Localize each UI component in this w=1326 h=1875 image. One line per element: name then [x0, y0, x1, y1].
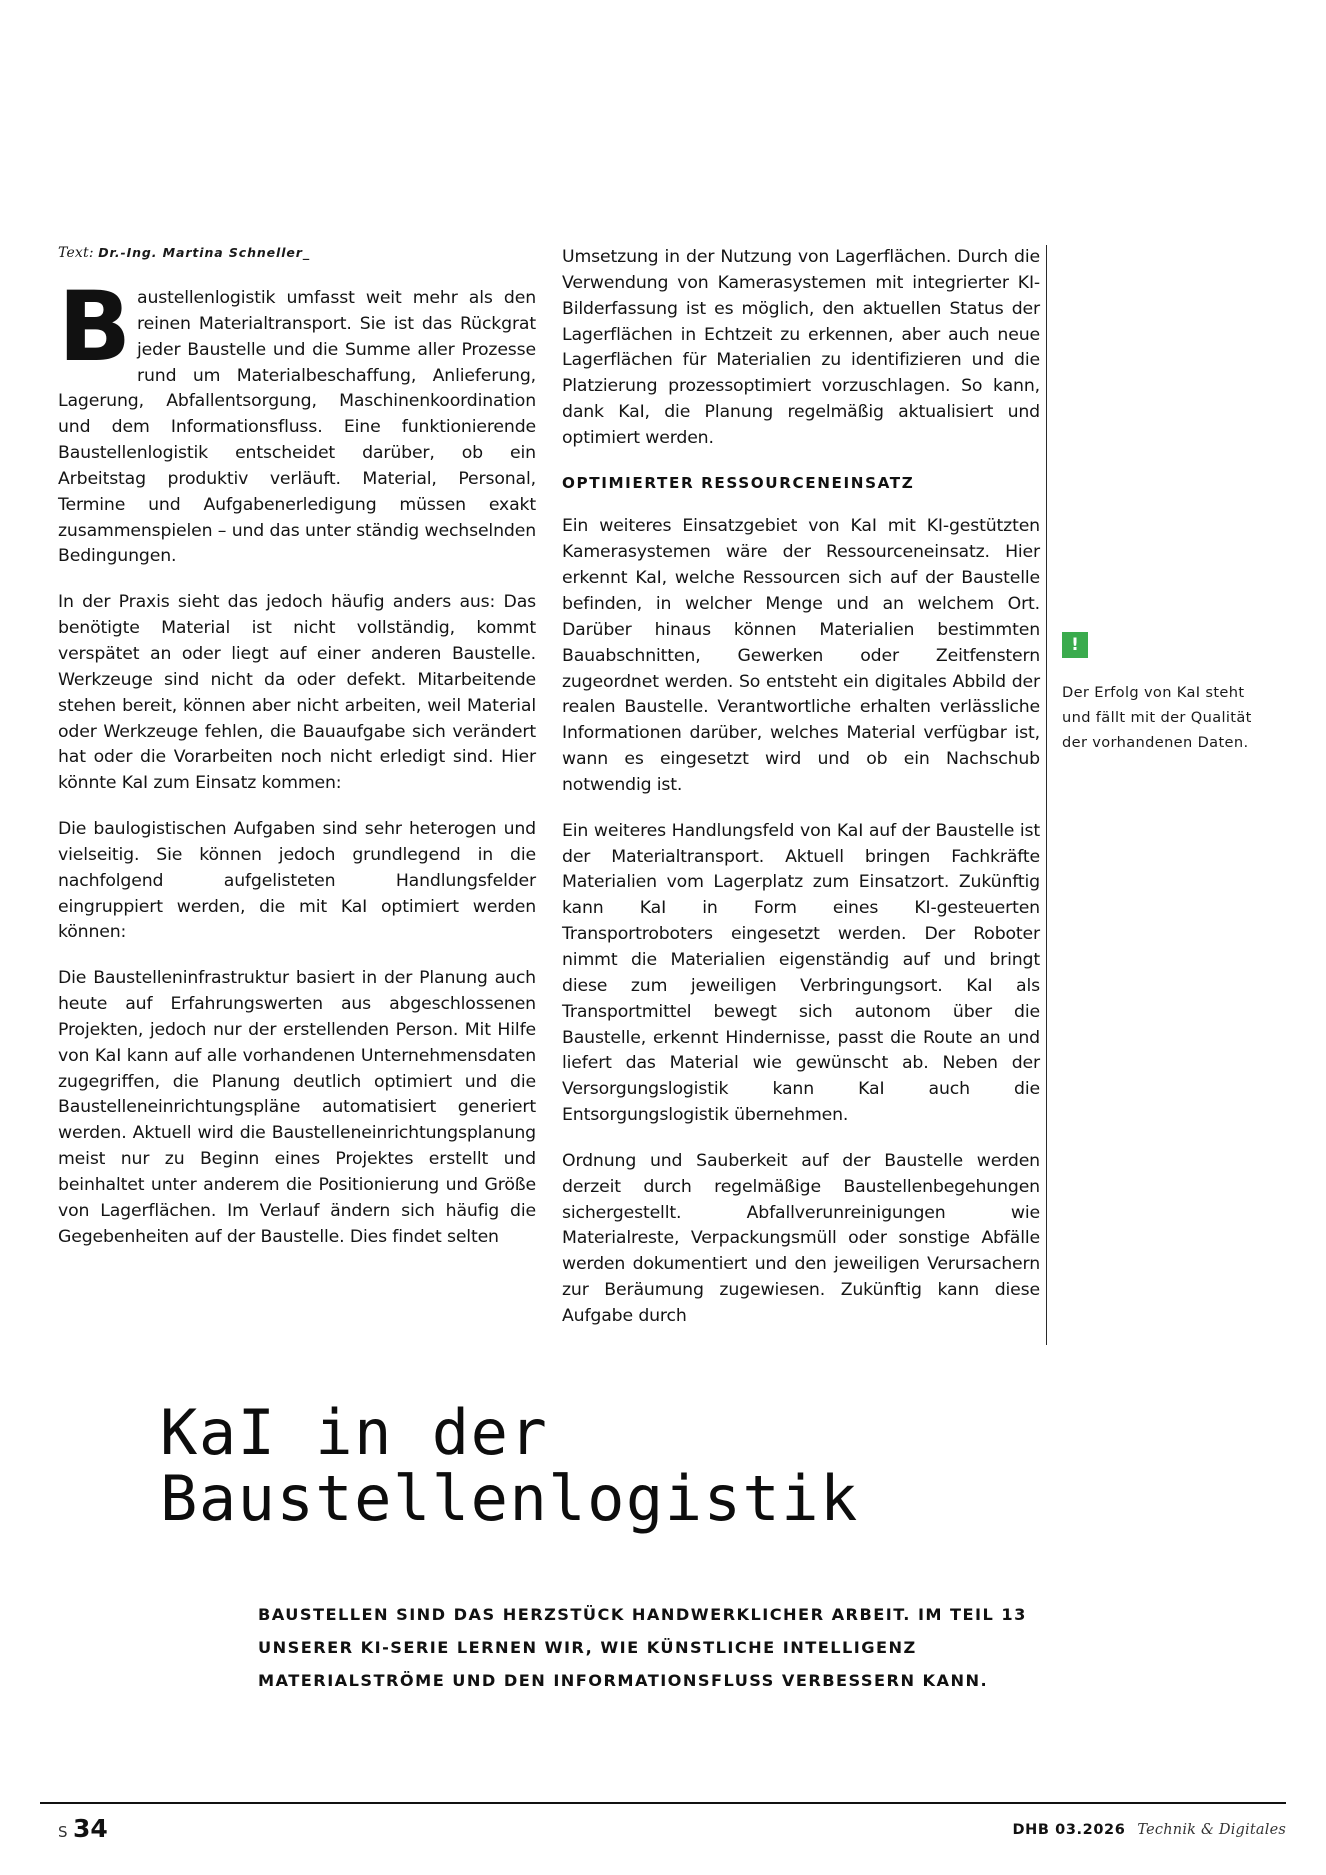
- paragraph-intro: [58, 271, 536, 570]
- rubric-label: Technik & Digitales: [1137, 1822, 1286, 1838]
- standfirst: BAUSTELLEN SIND DAS HERZSTÜCK HANDWERKLICHER ARBEIT. IM TEIL 13 UNSERER KI-SERIE LERNEN WIR, WIE KÜNSTLICHE INTELLIGENZ MATERIALSTRÖME UND DEN INFORMATIONSFLUSS VERBESSERN KANN.: [258, 1605, 1027, 1691]
- paragraph: Ein weiteres Handlungsfeld von KaI auf der Baustelle ist der Materialtransport. Aktuell bringen Fachkräfte Materialien vom Lagerplatz zum Einsatzort. Zukünftig kann KaI in Form eines KI-gesteuerten Transportroboters eingesetzt werden. Der Roboter nimmt die Materialien eigenständig auf und bringt diese zum jeweiligen Verbringungsort. KaI als Transportmittel bewegt sich autonom über die Baustelle, erkennt Hindernisse, passt die Route an und liefert das Material wie gewünscht ab. Neben der Versorgungslogistik kann KaI auch die Entsorgungslogistik übernehmen.: [562, 820, 1040, 1126]
- footer-divider: [40, 1802, 1286, 1804]
- margin-note: [1062, 632, 1252, 755]
- exclamation-icon: !: [1062, 632, 1088, 658]
- paragraph: Umsetzung in der Nutzung von Lagerflächen. Durch die Verwendung von Kamerasystemen mit integrierter KI-Bilderfassung ist es möglich, den aktuellen Status der Lagerflächen in Echtzeit zu erkennen, aber auch neue Lagerflächen für Materialien zu identifizieren und die Platzierung prozessoptimiert vorzuschlagen. So kann, dank KaI, die Planung regelmäßig aktualisiert und optimiert werden.: [562, 247, 1040, 448]
- body-column-right: [562, 245, 1040, 1330]
- paragraph-text: austellenlogistik umfasst weit mehr als den reinen Materialtransport. Sie ist das Rückgrat jeder Baustelle und die Summe aller Prozesse rund um Materialbeschaffung, Anlieferung, Lagerung, Abfallentsorgung, Maschinenkoordination und dem Informationsfluss. Eine funktionierende Baustellenlogistik entscheidet darüber, ob ein Arbeitstag produktiv verläuft. Material, Personal, Termine und Aufgabenerledigung müssen exakt zusammenspielen – und das unter ständig wechselnden Bedingungen.: [58, 288, 536, 567]
- section-subheading: OPTIMIERTER RESSOURCENEINSATZ: [562, 473, 915, 492]
- headline-line-2: Baustellenlogistik: [160, 1461, 859, 1535]
- byline: [58, 245, 310, 261]
- paragraph: Ordnung und Sauberkeit auf der Baustelle werden derzeit durch regelmäßige Baustellenbegehungen sichergestellt. Abfallverunreinigungen wie Materialreste, Verpackungsmüll oder sonstige Abfälle werden dokumentiert und den jeweiligen Verursachern zur Beräumung zugewiesen. Zukünftig kann diese Aufgabe durch: [562, 1150, 1040, 1326]
- folio-prefix: S: [58, 1823, 69, 1841]
- byline-author: Dr.-Ing. Martina Schneller_: [98, 245, 311, 260]
- folio: [58, 1814, 108, 1843]
- paragraph: Die baulogistischen Aufgaben sind sehr heterogen und vielseitig. Sie können jedoch grundlegend in die nachfolgend aufgelisteten Handlungsfelder eingruppiert werden, die mit KaI optimiert werden können:: [58, 819, 536, 943]
- drop-cap: B: [58, 271, 132, 383]
- body-column-left: [58, 271, 536, 1251]
- issue-label: DHB 03.2026: [1012, 1822, 1126, 1838]
- headline-line-1: KaI in der: [160, 1396, 549, 1469]
- paragraph: Ein weiteres Einsatzgebiet von KaI mit KI-gestützten Kamerasystemen wäre der Ressourceneinsatz. Hier erkennt KaI, welche Ressourcen sich auf der Baustelle befinden, in welcher Menge und an welchem Ort. Darüber hinaus können Materialien bestimmten Bauabschnitten, Gewerken oder Zeitfenstern zugeordnet werden. So entsteht ein digitales Abbild der realen Baustelle. Verantwortliche erhalten verlässliche Informationen darüber, welches Material verfügbar ist, wann es eingesetzt wird und ob ein Nachschub notwendig ist.: [562, 516, 1040, 795]
- margin-note-text: Der Erfolg von KaI steht und fällt mit der Qualität der vorhandenen Daten.: [1062, 684, 1252, 752]
- paragraph: In der Praxis sieht das jedoch häufig anders aus: Das benötigte Material ist nicht vollständig, kommt verspätet an oder liegt auf einer anderen Baustelle. Werkzeuge sind nicht da oder defekt. Mitarbeitende stehen bereit, können aber nicht arbeiten, weil Material oder Werkzeuge fehlen, die Bauaufgabe sich verändert hat oder die Vorarbeiten noch nicht erledigt sind. Hier könnte KaI zum Einsatz kommen:: [58, 592, 536, 794]
- byline-label: Text:: [58, 245, 94, 261]
- paragraph: Die Baustelleninfrastruktur basiert in der Planung auch heute auf Erfahrungswerten aus abgeschlossenen Projekten, jedoch nur der erstellenden Person. Mit Hilfe von KaI kann auf alle vorhandenen Unternehmensdaten zugegriffen, die Planung deutlich optimiert und die Baustelleneinrichtungspläne automatisiert generiert werden. Aktuell wird die Baustelleneinrichtungsplanung meist nur zu Beginn eines Projektes erstellt und beinhaltet unter anderem die Positionierung und Größe von Lagerflächen. Im Verlauf ändern sich häufig die Gegebenheiten auf der Baustelle. Dies findet selten: [58, 968, 536, 1247]
- page-title: [160, 1396, 859, 1535]
- folio-number: 34: [73, 1814, 108, 1843]
- footer-meta: [1012, 1822, 1286, 1838]
- column-divider: [1046, 245, 1047, 1345]
